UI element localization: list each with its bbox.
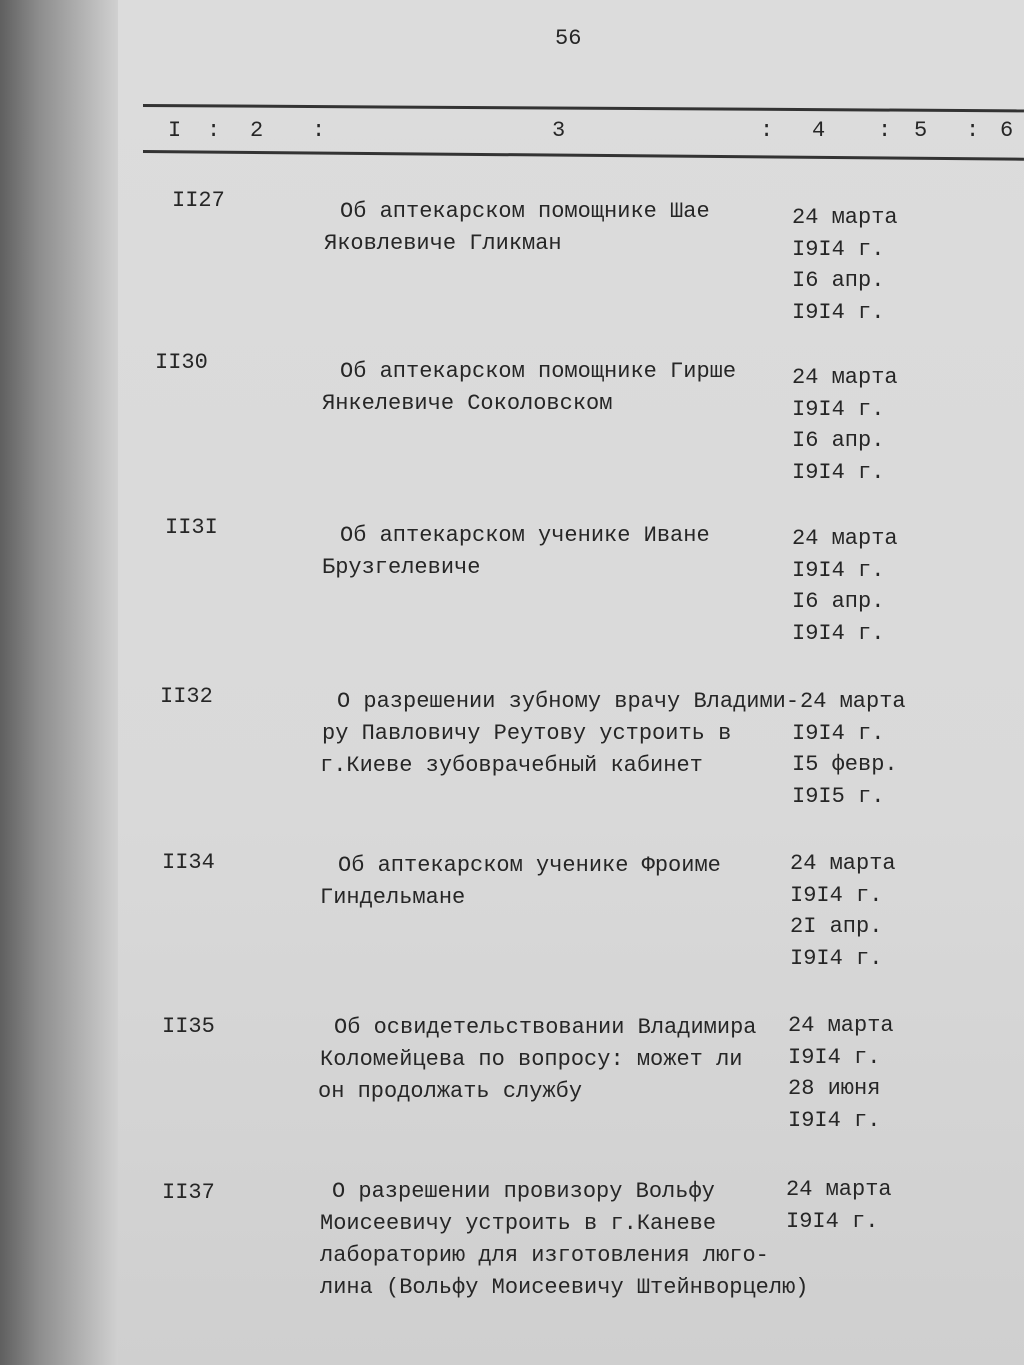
case-number: II3I bbox=[165, 515, 218, 540]
case-title: О разрешении зубному врачу Владими- ру Павловичу Реутову устроить в г.Киеве зубоврачебный кабинет bbox=[320, 689, 800, 778]
case-title: Об освидетельствовании Владимира Коломейцева по вопросу: может ли он продолжать службу bbox=[318, 1015, 757, 1104]
column-separator: : bbox=[878, 118, 892, 143]
case-title: Об аптекарском ученике Фроиме Гиндельмане bbox=[320, 853, 721, 910]
page-number: 56 bbox=[555, 26, 582, 51]
case-title: Об аптекарском помощнике Гирше Янкелевиче Соколовском bbox=[322, 359, 737, 416]
column-header-5: 5 bbox=[914, 118, 928, 143]
case-title: Об аптекарском помощнике Шае Яковлевиче Гликман bbox=[324, 199, 710, 256]
column-separator: : bbox=[966, 118, 980, 143]
case-title: Об аптекарском ученике Иване Брузгелевиче bbox=[322, 523, 710, 580]
column-header-3: 3 bbox=[552, 118, 566, 143]
column-separator: : bbox=[207, 118, 221, 143]
column-separator: : bbox=[312, 118, 326, 143]
case-dates: 24 марта I9I4 г. I6 апр. I9I4 г. bbox=[792, 365, 898, 485]
case-number: II35 bbox=[162, 1014, 215, 1039]
case-dates: 24 марта I9I4 г. I6 апр. I9I4 г. bbox=[792, 205, 898, 325]
case-number: II34 bbox=[162, 850, 215, 875]
column-separator: : bbox=[760, 118, 774, 143]
case-dates: 24 марта I9I4 г. 2I апр. I9I4 г. bbox=[790, 851, 896, 971]
column-header-6: 6 bbox=[1000, 118, 1014, 143]
case-number: II27 bbox=[172, 188, 225, 213]
column-header-1: I bbox=[168, 118, 182, 143]
case-dates: 24 марта I9I4 г. bbox=[786, 1177, 892, 1234]
column-header-4: 4 bbox=[812, 118, 826, 143]
column-header-2: 2 bbox=[250, 118, 264, 143]
case-number: II32 bbox=[160, 684, 213, 709]
case-dates: 24 марта I9I4 г. I5 февр. I9I5 г. bbox=[792, 689, 906, 809]
case-number: II37 bbox=[162, 1180, 215, 1205]
case-title: О разрешении провизору Вольфу Моисеевичу устроить в г.Каневе лабораторию для изготовления люго- лина (Вольфу Моисеевичу Штейнворцелю) bbox=[320, 1179, 809, 1300]
case-dates: 24 марта I9I4 г. 28 июня I9I4 г. bbox=[788, 1013, 894, 1133]
case-dates: 24 марта I9I4 г. I6 апр. I9I4 г. bbox=[792, 526, 898, 646]
case-number: II30 bbox=[155, 350, 208, 375]
